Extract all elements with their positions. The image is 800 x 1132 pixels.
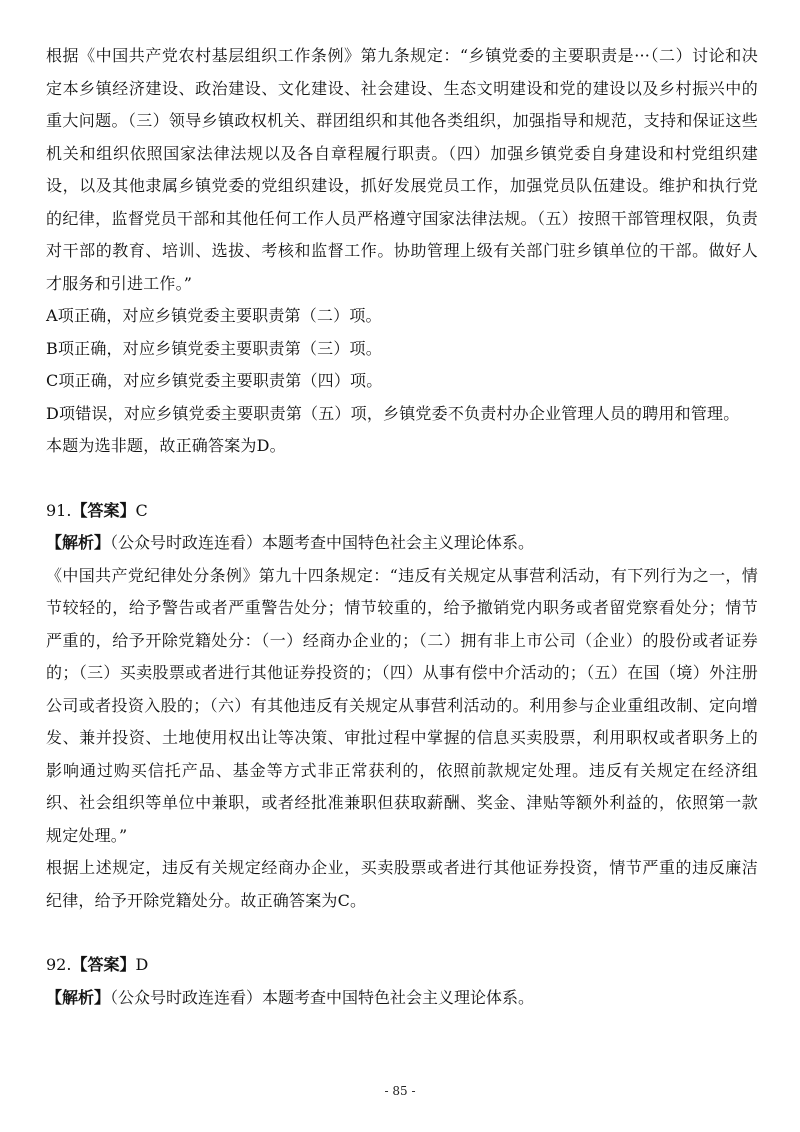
question-91-answer-tag: 【答案】	[71, 500, 136, 520]
regulation-quote-paragraph: 根据《中国共产党农村基层组织工作条例》第九条规定：“乡镇党委的主要职责是···（二）讨论和决定本乡镇经济建设、政治建设、文化建设、社会建设、生态文明建设和党的建设以及乡村振兴中的重大问题。（三）领导乡镇政权机关、群团组织和其他各类组织，加强指导和规范，支持和保证这些机关和组织依照国家法律法规以及各自章程履行职责。（四）加强乡镇党委自身建设和村党组织建设，以及其他隶属乡镇党委的党组织建设，抓好发展党员工作，加强党员队伍建设。维护和执行党的纪律，监督党员干部和其他任何工作人员严格遵守国家法律法规。（五）按照干部管理权限，负责对干部的教育、培训、选拔、考核和监督工作。协助管理上级有关部门驻乡镇单位的干部。做好人才服务和引进工作。”	[46, 46, 758, 293]
question-91-number: 91.	[46, 500, 72, 520]
question-92-answer-line	[46, 949, 758, 982]
question-91-quote-paragraph: 《中国共产党纪律处分条例》第九十四条规定：“违反有关规定从事营利活动，有下列行为之一，情节较轻的，给予警告或者严重警告处分；情节较重的，给予撤销党内职务或者留党察看处分；情节严重的，给予开除党籍处分：（一）经商办企业的；（二）拥有非上市公司（企业）的股份或者证券的；（三）买卖股票或者进行其他证券投资的；（四）从事有偿中介活动的；（五）在国（境）外注册公司或者投资入股的；（六）有其他违反有关规定从事营利活动的。利用参与企业重组改制、定向增发、兼并投资、土地使用权出让等决策、审批过程中掌握的信息买卖股票，利用职权或者职务上的影响通过购买信托产品、基金等方式非正常获利的，依照前款规定处理。违反有关规定在经济组织、社会组织等单位中兼职，或者经批准兼职但获取薪酬、奖金、津贴等额外利益的，依照第一款规定处理。”	[46, 565, 758, 845]
option-a-explanation: A项正确，对应乡镇党委主要职责第（二）项。	[46, 306, 382, 325]
option-c-explanation: C项正确，对应乡镇党委主要职责第（四）项。	[46, 371, 383, 390]
question-92-number: 92.	[46, 955, 72, 974]
question-92-analysis-text: （公众号时政连连看）本题考查中国特色社会主义理论体系。	[110, 987, 535, 1007]
document-page	[46, 40, 758, 1014]
question-92-answer-value: D	[135, 955, 149, 974]
question-91-answer-line	[46, 495, 758, 528]
question-92-answer-tag: 【答案】	[71, 955, 136, 974]
question-92-analysis-line	[46, 982, 758, 1015]
section-spacer	[46, 463, 758, 495]
question-91-conclusion: 根据上述规定，违反有关规定经商办企业，买卖股票或者进行其他证券投资，情节严重的违反廉洁纪律，给予开除党籍处分。故正确答案为C。	[46, 858, 758, 910]
page-number: - 85 -	[384, 1084, 416, 1098]
option-d-explanation: D项错误，对应乡镇党委主要职责第（五）项，乡镇党委不负责村办企业管理人员的聘用和管理。	[46, 403, 740, 423]
question-91-analysis-text: （公众号时政连连看）本题考查中国特色社会主义理论体系。	[110, 533, 535, 552]
question-91-analysis-line	[46, 527, 758, 560]
question-91-answer-value: C	[135, 500, 148, 520]
question-92-analysis-tag: 【解析】	[46, 987, 111, 1007]
question-91-analysis-tag: 【解析】	[46, 533, 111, 552]
section-spacer	[46, 917, 758, 949]
option-b-explanation: B项正确，对应乡镇党委主要职责第（三）项。	[46, 338, 382, 358]
question-90-conclusion: 本题为选非题，故正确答案为D。	[46, 436, 286, 455]
